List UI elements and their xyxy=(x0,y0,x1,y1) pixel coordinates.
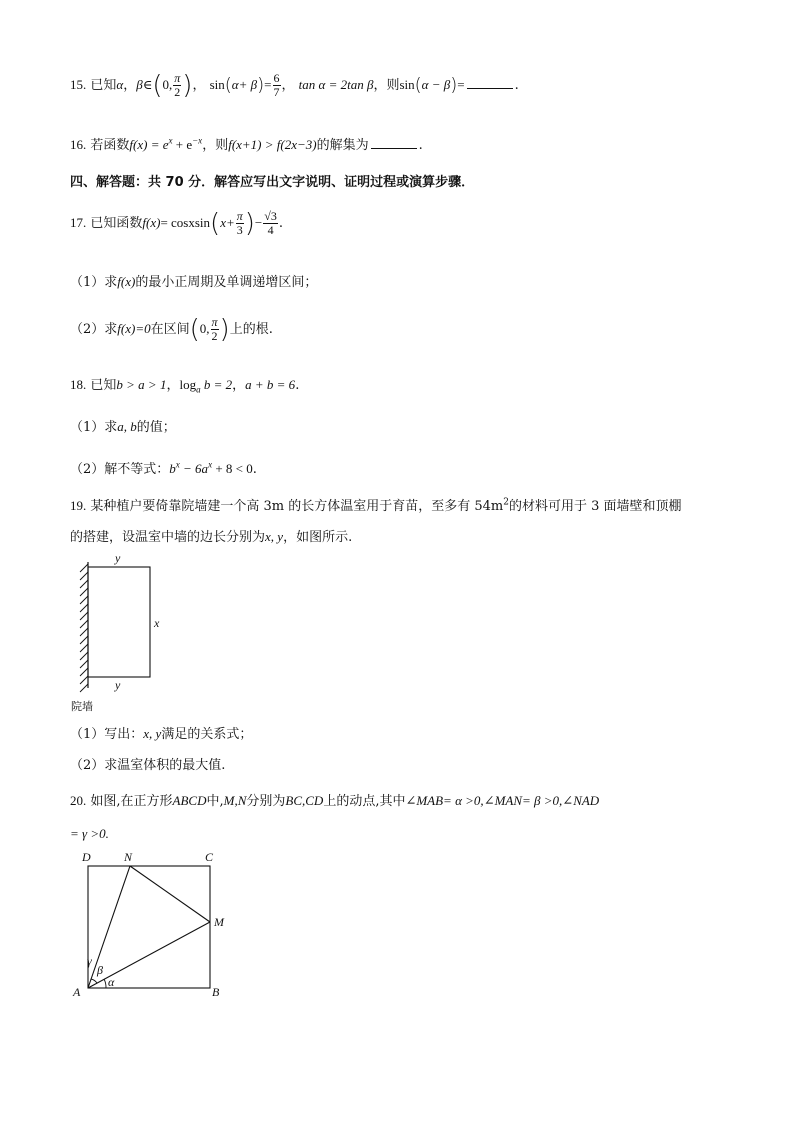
q18-ineq-b: b xyxy=(169,461,176,476)
q16-answer-blank xyxy=(371,136,417,149)
q15-then: ，则 xyxy=(373,78,400,93)
q17-part2 xyxy=(70,316,273,343)
q17-part2-interval: 0, xyxy=(199,321,210,336)
question-17 xyxy=(70,210,283,237)
q18-log-base: a xyxy=(196,384,201,395)
q17-part2-tail: 上的根. xyxy=(229,322,273,337)
q15-paren-close: ) xyxy=(182,70,193,101)
q17-eq: = cosxsin xyxy=(160,215,211,230)
q15-sep2: ， xyxy=(192,78,206,93)
angle-arc-alpha xyxy=(104,979,106,988)
question-19-line2 xyxy=(70,526,352,545)
q18-part1-label: （1）求 xyxy=(70,420,118,435)
question-20-line2 xyxy=(70,826,109,842)
q19-part1 xyxy=(70,723,252,742)
q18-ineq-tail: + 8 < 0 xyxy=(212,461,253,476)
q15-sep: ， xyxy=(123,78,137,93)
q15-known: 已知 xyxy=(90,78,117,93)
question-20-line1 xyxy=(70,790,599,809)
q16-then: ，则 xyxy=(202,138,229,153)
q18-intro: 已知 xyxy=(90,378,117,393)
q17-part2-pi-over-2: $\frac{\pi}{2}$ xyxy=(211,315,218,343)
point-b-label: B xyxy=(212,985,220,999)
q17-part1 xyxy=(70,271,317,290)
point-m-label: M xyxy=(214,915,224,929)
question-19-line1 xyxy=(70,495,682,514)
q20-line1-pre: 如图,在正方形 xyxy=(90,794,173,809)
q16-x-sup: x xyxy=(168,135,173,146)
question-18 xyxy=(70,374,299,395)
q19-part2 xyxy=(70,754,225,773)
q20-number: 20. xyxy=(70,793,87,808)
q20-line1-mid: 中, xyxy=(206,794,224,809)
q18-end: . xyxy=(295,378,300,393)
q19-line2-pre: 的搭建，设温室中墙的边长分别为 xyxy=(70,530,266,545)
q16-tail: 的解集为 xyxy=(316,138,369,153)
q19-line1-tail: 的材料可用于 3 面墙壁和顶棚 xyxy=(509,499,682,514)
q17-intro: 已知函数 xyxy=(90,216,143,231)
q18-part2-end: . xyxy=(252,462,257,477)
q16-intro: 若函数 xyxy=(90,138,130,153)
q18-ineq-x2: x xyxy=(208,459,213,470)
q16-end: . xyxy=(418,138,423,153)
q15-six-sevenths: $\frac{6}{7}$ xyxy=(273,71,280,99)
q17-end: . xyxy=(278,216,283,231)
q20-angle3: ∠NAD xyxy=(562,793,600,808)
q16-func: f(x) = e xyxy=(129,137,169,152)
q15-sum: α+ β xyxy=(231,77,258,92)
q16-negx-sup: −x xyxy=(192,135,203,146)
q15-diff: α − β xyxy=(421,77,451,92)
q15-in: ∈ xyxy=(142,77,153,92)
q19-line2-vars: x, y xyxy=(265,529,284,544)
q15-sep3: ， xyxy=(281,78,295,93)
q20-angle1: ∠MAB= α >0, xyxy=(405,793,484,808)
angle-gamma-label: γ xyxy=(87,954,92,968)
q17-part2-f: f(x)=0 xyxy=(117,321,151,336)
q18-number: 18. xyxy=(70,377,87,392)
q17-paren-open: ( xyxy=(210,208,221,239)
q19-part1-vars: x, y xyxy=(143,726,162,741)
q18-part2-label: （2）解不等式： xyxy=(70,462,170,477)
q17-part2-paren-close: ) xyxy=(219,314,230,345)
q17-part2-label: （2）求 xyxy=(70,322,118,337)
segment-an xyxy=(88,866,130,988)
segment-nm xyxy=(130,866,210,922)
q17-part2-mid: 在区间 xyxy=(150,322,190,337)
q17-part1-f: f(x) xyxy=(117,274,136,289)
q17-part1-tail: 的最小正周期及单调递增区间； xyxy=(135,275,318,290)
greenhouse-rectangle xyxy=(88,567,150,677)
q19-number: 19. xyxy=(70,498,87,513)
q16-plus: + e xyxy=(172,137,193,152)
q20-line1-mid2: 分别为 xyxy=(246,794,286,809)
segment-am xyxy=(88,922,210,988)
label-y-bottom: y xyxy=(115,678,121,692)
q15-eq2: = xyxy=(457,77,465,92)
q18-ineq-x: x xyxy=(175,459,180,470)
label-x-side: x xyxy=(154,616,160,630)
q16-inequality: f(x+1) > f(2x−3) xyxy=(228,137,317,152)
question-16 xyxy=(70,134,423,153)
q15-paren-open: ( xyxy=(152,70,163,101)
point-a-label: A xyxy=(73,985,81,999)
q18-log-rest: b = 2 xyxy=(200,377,233,392)
q19-sup2: 2 xyxy=(503,497,509,508)
q15-sin: sin xyxy=(209,77,225,92)
q17-number: 17. xyxy=(70,215,87,230)
q15-sin2: sin xyxy=(399,77,415,92)
q15-eq: = xyxy=(264,77,272,92)
q17-x-plus: x+ xyxy=(220,215,235,230)
square-abcd-figure xyxy=(70,848,240,1003)
point-c-label: C xyxy=(205,850,214,864)
angle-arc-beta xyxy=(91,979,97,983)
q20-bccd: BC,CD xyxy=(285,793,324,808)
point-n-label: N xyxy=(124,850,133,864)
label-courtyard-wall: 院墙 xyxy=(71,700,93,713)
q15-interval-zero: 0, xyxy=(162,77,173,92)
q20-abcd: ABCD xyxy=(172,793,207,808)
q18-part1 xyxy=(70,416,176,435)
q19-part1-label: （1）写出： xyxy=(70,727,144,742)
q17-sqrt3-over-4: $\frac{√3}{4}$ xyxy=(264,209,277,237)
square-abcd xyxy=(88,866,210,988)
q17-minus: − xyxy=(254,215,263,230)
q19-part2-label: （2）求温室体积的最大值. xyxy=(70,758,226,773)
q19-part1-tail: 满足的关系式； xyxy=(161,727,253,742)
section-4-heading: 四、解答题：共 70 分．解答应写出文字说明、证明过程或演算步骤． xyxy=(70,175,475,190)
q15-beta: β xyxy=(136,77,143,92)
q18-part2 xyxy=(70,458,257,477)
q20-angle2: ∠MAN= β >0, xyxy=(483,793,563,808)
q18-sep2: ， xyxy=(232,378,246,393)
greenhouse-figure xyxy=(68,550,208,715)
wall-hatching xyxy=(80,564,88,692)
q18-part1-tail: 的值； xyxy=(136,420,176,435)
point-d-label: D xyxy=(82,850,91,864)
q15-tan-condition: tan α = 2tan β xyxy=(298,77,374,92)
q17-pi-over-3: $\frac{\pi}{3}$ xyxy=(236,209,243,237)
q15-number: 15. xyxy=(70,77,87,92)
q16-number: 16. xyxy=(70,137,87,152)
q18-sep: ， xyxy=(166,378,180,393)
q15-alpha: α xyxy=(116,77,124,92)
q17-paren-close: ) xyxy=(244,208,255,239)
angle-beta-label: β xyxy=(97,963,103,977)
q15-pi-over-2: $\frac{\pi}{2}$ xyxy=(174,71,181,99)
q17-part1-label: （1）求 xyxy=(70,275,118,290)
q18-cond3: a + b = 6 xyxy=(245,377,296,392)
q17-func: f(x) xyxy=(142,215,161,230)
label-y-top: y xyxy=(115,551,121,565)
q20-line1-mid3: 上的动点,其中 xyxy=(323,794,406,809)
q19-line1-text: 某种植户要倚靠院墙建一个高 3m 的长方体温室用于育苗，至多有 54m xyxy=(90,499,504,514)
q19-line2-tail: ，如图所示. xyxy=(283,530,353,545)
q18-cond1: b > a > 1 xyxy=(116,377,167,392)
q15-end: . xyxy=(514,78,519,93)
q18-part1-vars: a, b xyxy=(117,419,137,434)
q15-answer-blank xyxy=(467,76,513,89)
angle-alpha-label: α xyxy=(108,975,115,989)
q18-ineq-mid: − 6a xyxy=(179,461,209,476)
q18-log: log xyxy=(179,377,197,392)
question-15: 15. 已知α，β∈(0, $\frac{\pi}{2}$ )， sin(α+ β)= $\frac{6}{7}$ ， tan α = 2tan β，则sin(α − β)= . xyxy=(70,70,519,101)
q17-part2-paren-open: ( xyxy=(189,314,200,345)
q20-line2: = γ >0. xyxy=(70,826,109,841)
q20-mn: M,N xyxy=(223,793,247,808)
